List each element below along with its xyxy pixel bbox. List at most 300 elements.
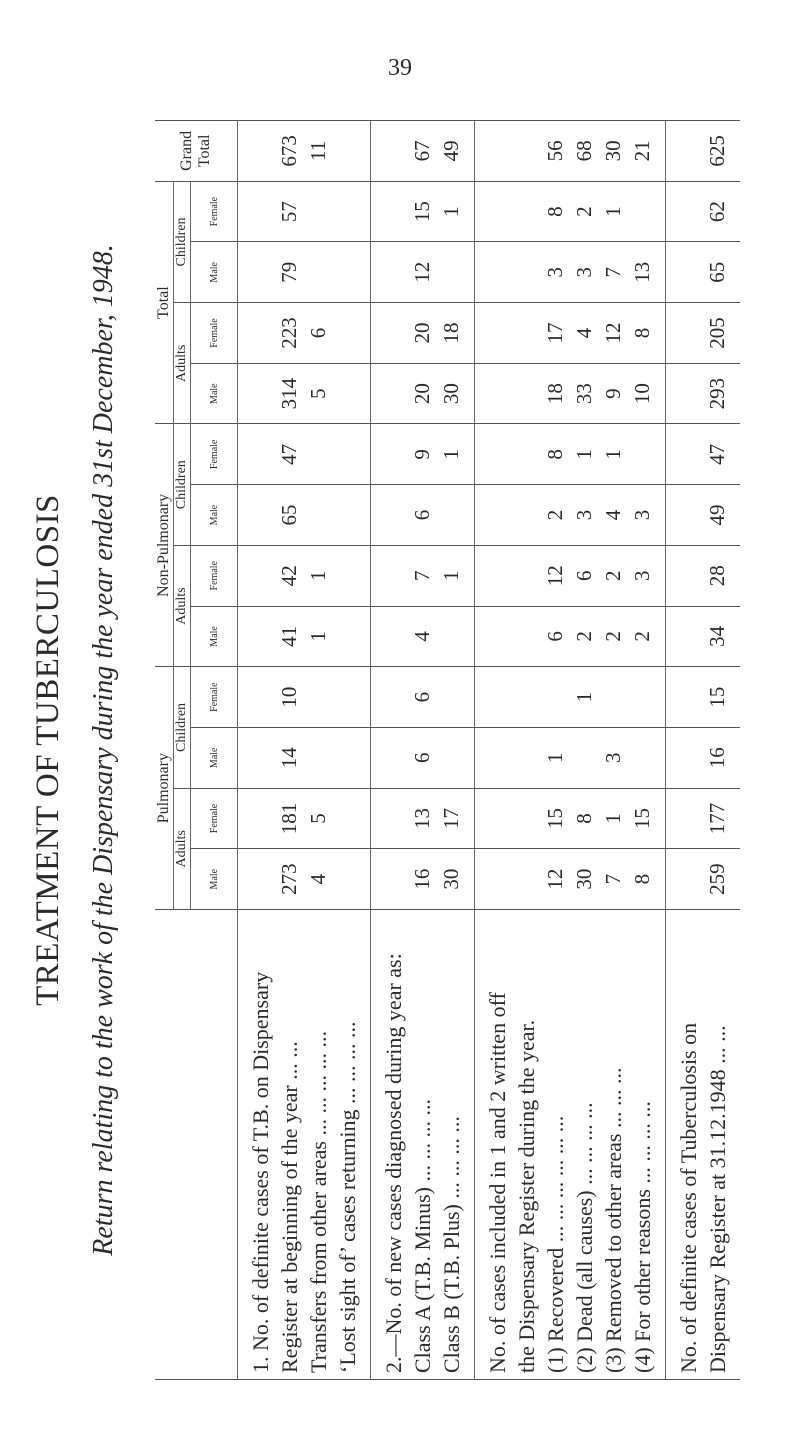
cell-value: 12 bbox=[410, 261, 434, 283]
header-male: Male bbox=[191, 363, 238, 424]
cell-value: 30 bbox=[601, 140, 625, 162]
cell-value: 33 bbox=[572, 383, 596, 405]
cell-value bbox=[246, 307, 275, 359]
header-female: Female bbox=[191, 545, 238, 606]
cell-value bbox=[512, 307, 541, 359]
cell-value bbox=[379, 246, 408, 298]
value-cell bbox=[371, 121, 475, 182]
cell-value bbox=[512, 489, 541, 541]
cell-value: 49 bbox=[439, 140, 463, 162]
value-cell bbox=[666, 363, 741, 424]
cell-value: 65 bbox=[277, 504, 301, 526]
cell-value bbox=[304, 186, 333, 238]
rotated-content bbox=[30, 100, 790, 1400]
cell-value: 9 bbox=[410, 449, 434, 460]
table-row bbox=[371, 121, 475, 1380]
cell-value: 3 bbox=[543, 267, 567, 278]
value-cell bbox=[371, 485, 475, 546]
cell-value bbox=[512, 671, 541, 723]
cell-value: 4 bbox=[306, 873, 330, 885]
cell-value: 28 bbox=[705, 565, 729, 587]
value-cell bbox=[371, 545, 475, 606]
cell-value: 10 bbox=[630, 383, 654, 405]
cell-value: 2 bbox=[630, 631, 654, 642]
cell-value: 2 bbox=[601, 631, 625, 642]
cell-value bbox=[512, 125, 541, 177]
description-line: Class B (T.B. Plus) ... ... ... ... bbox=[439, 1116, 464, 1373]
cell-value: 1 bbox=[601, 449, 625, 460]
cell-value: 181 bbox=[277, 802, 301, 835]
header-adults: Adults bbox=[174, 545, 191, 666]
value-cell bbox=[666, 727, 741, 788]
cell-value: 2 bbox=[601, 570, 625, 581]
value-cell bbox=[238, 727, 371, 788]
cell-value: 15 bbox=[705, 686, 729, 708]
cell-value: 4 bbox=[572, 327, 596, 339]
header-total: Total bbox=[155, 181, 174, 424]
description-line: Class A (T.B. Minus) ... ... ... ... bbox=[410, 1098, 435, 1373]
cell-value bbox=[246, 550, 275, 602]
cell-value bbox=[304, 429, 333, 481]
cell-value bbox=[437, 611, 466, 663]
cell-value: 30 bbox=[572, 868, 596, 890]
cell-value bbox=[246, 853, 275, 905]
cell-value bbox=[483, 429, 512, 481]
value-cell bbox=[238, 545, 371, 606]
value-cell bbox=[666, 181, 741, 242]
cell-value: 18 bbox=[543, 383, 567, 405]
value-cell bbox=[666, 242, 741, 303]
cell-value: 18 bbox=[439, 322, 463, 344]
table-row bbox=[475, 121, 666, 1380]
value-cell bbox=[371, 424, 475, 485]
cell-value bbox=[512, 246, 541, 298]
description-line: Dispensary Register at 31.12.1948 ... ... bbox=[705, 1025, 730, 1373]
value-cell bbox=[238, 303, 371, 364]
cell-value: 8 bbox=[630, 327, 654, 339]
description-line: Register at beginning of the year ... ... bbox=[277, 1041, 302, 1373]
cell-value: 21 bbox=[630, 140, 654, 162]
header-female: Female bbox=[191, 424, 238, 485]
cell-value: 1 bbox=[439, 570, 463, 581]
cell-value bbox=[628, 671, 657, 723]
value-cell bbox=[371, 242, 475, 303]
cell-value bbox=[512, 853, 541, 905]
cell-value bbox=[483, 246, 512, 298]
cell-value: 16 bbox=[705, 747, 729, 769]
cell-value: 1 bbox=[572, 449, 596, 460]
cell-value: 62 bbox=[705, 201, 729, 223]
cell-value: 2 bbox=[543, 509, 567, 521]
cell-value bbox=[379, 186, 408, 238]
cell-value bbox=[333, 732, 362, 784]
cell-value bbox=[333, 550, 362, 602]
cell-value: 79 bbox=[277, 261, 301, 283]
cell-value bbox=[483, 611, 512, 663]
cell-value bbox=[674, 368, 703, 420]
value-cell bbox=[475, 727, 666, 788]
cell-value: 4 bbox=[410, 631, 434, 642]
cell-value bbox=[483, 853, 512, 905]
description-header bbox=[155, 910, 238, 1380]
rotated-page bbox=[30, 100, 790, 1400]
cell-value: 8 bbox=[630, 873, 654, 885]
cell-value bbox=[483, 307, 512, 359]
cell-value: 30 bbox=[439, 383, 463, 405]
cell-value: 3 bbox=[572, 509, 596, 521]
cell-value: 14 bbox=[277, 747, 301, 769]
description-line: (4) For other reasons ... ... ... ... bbox=[630, 1101, 655, 1373]
cell-value: 314 bbox=[277, 377, 301, 410]
header-female: Female bbox=[191, 303, 238, 364]
cell-value: 6 bbox=[410, 691, 434, 703]
value-cell bbox=[475, 788, 666, 849]
cell-value: 3 bbox=[630, 509, 654, 521]
cell-value: 2 bbox=[572, 631, 596, 642]
cell-value bbox=[541, 671, 570, 723]
cell-value bbox=[246, 489, 275, 541]
cell-value bbox=[483, 671, 512, 723]
cell-value: 293 bbox=[705, 377, 729, 410]
cell-value bbox=[246, 186, 275, 238]
cell-value bbox=[674, 793, 703, 845]
cell-value bbox=[674, 489, 703, 541]
cell-value: 41 bbox=[277, 625, 301, 647]
cell-value: 12 bbox=[543, 565, 567, 587]
cell-value bbox=[304, 489, 333, 541]
cell-value bbox=[304, 671, 333, 723]
cell-value bbox=[246, 125, 275, 177]
cell-value: 1 bbox=[439, 206, 463, 217]
row-description bbox=[666, 910, 741, 1380]
value-cell bbox=[238, 606, 371, 667]
value-cell bbox=[371, 788, 475, 849]
value-cell bbox=[666, 303, 741, 364]
page-number: 39 bbox=[388, 55, 412, 81]
description-line: ‘Lost sight of’ cases returning ... ... ... ... bbox=[335, 1021, 360, 1373]
cell-value bbox=[674, 125, 703, 177]
cell-value: 68 bbox=[572, 140, 596, 162]
row-description bbox=[238, 910, 371, 1380]
cell-value: 12 bbox=[543, 868, 567, 890]
cell-value bbox=[437, 732, 466, 784]
value-cell bbox=[475, 121, 666, 182]
cell-value: 15 bbox=[543, 807, 567, 829]
cell-value bbox=[379, 732, 408, 784]
value-cell bbox=[666, 849, 741, 910]
cell-value bbox=[333, 429, 362, 481]
cell-value: 49 bbox=[705, 504, 729, 526]
header-children: Children bbox=[174, 181, 191, 302]
header-grand-total: Grand Total bbox=[155, 121, 238, 182]
cell-value bbox=[379, 429, 408, 481]
cell-value: 3 bbox=[630, 570, 654, 581]
cell-value: 11 bbox=[306, 140, 330, 161]
cell-value bbox=[333, 611, 362, 663]
value-cell bbox=[371, 849, 475, 910]
cell-value: 2 bbox=[572, 206, 596, 217]
cell-value bbox=[628, 429, 657, 481]
cell-value bbox=[379, 489, 408, 541]
cell-value: 30 bbox=[439, 868, 463, 890]
value-cell bbox=[666, 424, 741, 485]
cell-value: 42 bbox=[277, 565, 301, 587]
header-adults: Adults bbox=[174, 788, 191, 909]
cell-value bbox=[674, 853, 703, 905]
cell-value: 6 bbox=[306, 327, 330, 339]
cell-value bbox=[674, 429, 703, 481]
cell-value: 16 bbox=[410, 868, 434, 890]
cell-value bbox=[333, 853, 362, 905]
header-female: Female bbox=[191, 181, 238, 242]
cell-value: 47 bbox=[277, 443, 301, 465]
value-cell bbox=[475, 606, 666, 667]
header-male: Male bbox=[191, 727, 238, 788]
cell-value bbox=[333, 246, 362, 298]
value-cell bbox=[238, 242, 371, 303]
cell-value: 34 bbox=[705, 625, 729, 647]
header-male: Male bbox=[191, 485, 238, 546]
cell-value bbox=[246, 793, 275, 845]
page-subtitle: Return relating to the work of the Dispensary during the year ended 31st December, 1948. bbox=[88, 244, 119, 1256]
tb-return-table bbox=[155, 120, 740, 1380]
header-adults: Adults bbox=[174, 303, 191, 424]
cell-value: 13 bbox=[410, 807, 434, 829]
value-cell bbox=[475, 242, 666, 303]
cell-value: 7 bbox=[601, 267, 625, 278]
cell-value: 20 bbox=[410, 322, 434, 344]
cell-value: 1 bbox=[601, 206, 625, 217]
cell-value bbox=[628, 732, 657, 784]
cell-value: 12 bbox=[601, 322, 625, 344]
cell-value: 6 bbox=[410, 752, 434, 764]
cell-value bbox=[333, 489, 362, 541]
row-description bbox=[475, 910, 666, 1380]
cell-value bbox=[483, 793, 512, 845]
cell-value bbox=[599, 671, 628, 723]
cell-value: 1 bbox=[601, 813, 625, 824]
cell-value: 57 bbox=[277, 201, 301, 223]
cell-value bbox=[379, 853, 408, 905]
cell-value bbox=[379, 793, 408, 845]
value-cell bbox=[475, 424, 666, 485]
header-male: Male bbox=[191, 242, 238, 303]
value-cell bbox=[371, 727, 475, 788]
cell-value: 625 bbox=[705, 135, 729, 167]
cell-value bbox=[379, 611, 408, 663]
cell-value: 3 bbox=[572, 267, 596, 278]
cell-value bbox=[437, 671, 466, 723]
description-line: (2) Dead (all causes) ... ... ... ... bbox=[572, 1102, 597, 1373]
description-line: No. of definite cases of Tuberculosis on bbox=[676, 1022, 701, 1373]
cell-value: 4 bbox=[601, 509, 625, 521]
header-female: Female bbox=[191, 788, 238, 849]
value-cell bbox=[475, 181, 666, 242]
cell-value: 15 bbox=[410, 201, 434, 223]
cell-value bbox=[483, 732, 512, 784]
cell-value bbox=[437, 246, 466, 298]
value-cell bbox=[238, 363, 371, 424]
cell-value bbox=[512, 550, 541, 602]
value-cell bbox=[238, 121, 371, 182]
header-non-pulmonary: Non-Pulmonary bbox=[155, 424, 174, 667]
cell-value bbox=[570, 732, 599, 784]
value-cell bbox=[371, 667, 475, 728]
cell-value bbox=[512, 732, 541, 784]
value-cell bbox=[666, 121, 741, 182]
value-cell bbox=[371, 606, 475, 667]
cell-value bbox=[333, 307, 362, 359]
cell-value: 1 bbox=[306, 631, 330, 642]
description-line: the Dispensary Register during the year. bbox=[514, 1019, 539, 1373]
description-line: 2.—No. of new cases diagnosed during year as: bbox=[381, 953, 406, 1373]
cell-value: 17 bbox=[439, 807, 463, 829]
value-cell bbox=[475, 303, 666, 364]
description-line: (3) Removed to other areas ... ... ... bbox=[601, 1067, 626, 1373]
cell-value bbox=[512, 186, 541, 238]
cell-value bbox=[628, 186, 657, 238]
cell-value bbox=[483, 489, 512, 541]
cell-value bbox=[674, 186, 703, 238]
cell-value: 205 bbox=[705, 317, 729, 349]
cell-value bbox=[483, 125, 512, 177]
cell-value bbox=[304, 246, 333, 298]
value-cell bbox=[238, 788, 371, 849]
cell-value bbox=[674, 732, 703, 784]
value-cell bbox=[475, 363, 666, 424]
cell-value bbox=[483, 186, 512, 238]
cell-value bbox=[674, 671, 703, 723]
table-row bbox=[666, 121, 741, 1380]
description-line: 1. No. of definite cases of T.B. on Dispensary bbox=[248, 971, 273, 1373]
value-cell bbox=[371, 303, 475, 364]
cell-value: 8 bbox=[543, 206, 567, 217]
cell-value: 20 bbox=[410, 383, 434, 405]
cell-value: 8 bbox=[543, 449, 567, 460]
value-cell bbox=[238, 424, 371, 485]
cell-value bbox=[379, 550, 408, 602]
value-cell bbox=[666, 667, 741, 728]
value-cell bbox=[475, 849, 666, 910]
table-row bbox=[238, 121, 371, 1380]
header-children: Children bbox=[174, 667, 191, 788]
cell-value bbox=[512, 793, 541, 845]
value-cell bbox=[371, 363, 475, 424]
cell-value bbox=[304, 732, 333, 784]
cell-value bbox=[674, 611, 703, 663]
cell-value: 1 bbox=[572, 691, 596, 703]
cell-value bbox=[246, 368, 275, 420]
cell-value: 5 bbox=[306, 813, 330, 824]
value-cell bbox=[475, 485, 666, 546]
header-male: Male bbox=[191, 849, 238, 910]
cell-value bbox=[512, 429, 541, 481]
cell-value bbox=[333, 671, 362, 723]
cell-value: 3 bbox=[601, 752, 625, 764]
page-title: TREATMENT OF TUBERCULOSIS bbox=[30, 494, 66, 1006]
value-cell bbox=[666, 545, 741, 606]
cell-value bbox=[246, 429, 275, 481]
cell-value: 1 bbox=[439, 449, 463, 460]
cell-value bbox=[333, 793, 362, 845]
cell-value bbox=[246, 671, 275, 723]
description-line: Transfers from other areas ... ... ... ... ... bbox=[306, 1031, 331, 1373]
value-cell bbox=[666, 788, 741, 849]
cell-value bbox=[483, 550, 512, 602]
cell-value bbox=[379, 125, 408, 177]
cell-value: 47 bbox=[705, 443, 729, 465]
cell-value bbox=[674, 307, 703, 359]
value-cell bbox=[238, 849, 371, 910]
cell-value bbox=[379, 671, 408, 723]
cell-value bbox=[246, 246, 275, 298]
table-body bbox=[238, 121, 741, 1380]
cell-value: 13 bbox=[630, 261, 654, 283]
cell-value bbox=[483, 368, 512, 420]
cell-value bbox=[379, 368, 408, 420]
cell-value: 673 bbox=[277, 135, 301, 167]
cell-value: 7 bbox=[410, 570, 434, 581]
cell-value: 17 bbox=[543, 322, 567, 344]
cell-value: 8 bbox=[572, 813, 596, 824]
header-female: Female bbox=[191, 667, 238, 728]
cell-value bbox=[437, 489, 466, 541]
value-cell bbox=[238, 667, 371, 728]
value-cell bbox=[371, 181, 475, 242]
cell-value: 67 bbox=[410, 140, 434, 162]
header-male: Male bbox=[191, 606, 238, 667]
cell-value: 1 bbox=[306, 570, 330, 581]
value-cell bbox=[666, 485, 741, 546]
cell-value bbox=[512, 368, 541, 420]
cell-value bbox=[512, 611, 541, 663]
cell-value: 273 bbox=[277, 863, 301, 895]
cell-value: 259 bbox=[705, 863, 729, 895]
cell-value bbox=[674, 550, 703, 602]
cell-value bbox=[246, 611, 275, 663]
cell-value: 65 bbox=[705, 261, 729, 283]
value-cell bbox=[475, 545, 666, 606]
cell-value bbox=[333, 186, 362, 238]
cell-value: 15 bbox=[630, 807, 654, 829]
value-cell bbox=[238, 485, 371, 546]
cell-value: 6 bbox=[543, 631, 567, 642]
cell-value: 56 bbox=[543, 140, 567, 162]
cell-value: 6 bbox=[572, 570, 596, 581]
row-description bbox=[371, 910, 475, 1380]
cell-value bbox=[333, 368, 362, 420]
description-line: No. of cases included in 1 and 2 written off bbox=[485, 992, 510, 1373]
cell-value: 9 bbox=[601, 388, 625, 399]
header-children: Children bbox=[174, 424, 191, 545]
cell-value bbox=[333, 125, 362, 177]
cell-value: 10 bbox=[277, 686, 301, 708]
cell-value: 6 bbox=[410, 509, 434, 521]
cell-value bbox=[674, 246, 703, 298]
value-cell bbox=[666, 606, 741, 667]
value-cell bbox=[475, 667, 666, 728]
cell-value: 5 bbox=[306, 388, 330, 399]
header-pulmonary: Pulmonary bbox=[155, 667, 174, 910]
cell-value bbox=[246, 732, 275, 784]
cell-value: 1 bbox=[543, 752, 567, 764]
cell-value: 177 bbox=[705, 802, 729, 835]
cell-value: 7 bbox=[601, 873, 625, 885]
value-cell bbox=[238, 181, 371, 242]
cell-value: 223 bbox=[277, 317, 301, 349]
description-line: (1) Recovered ... ... ... ... ... ... bbox=[543, 1115, 568, 1373]
cell-value bbox=[379, 307, 408, 359]
